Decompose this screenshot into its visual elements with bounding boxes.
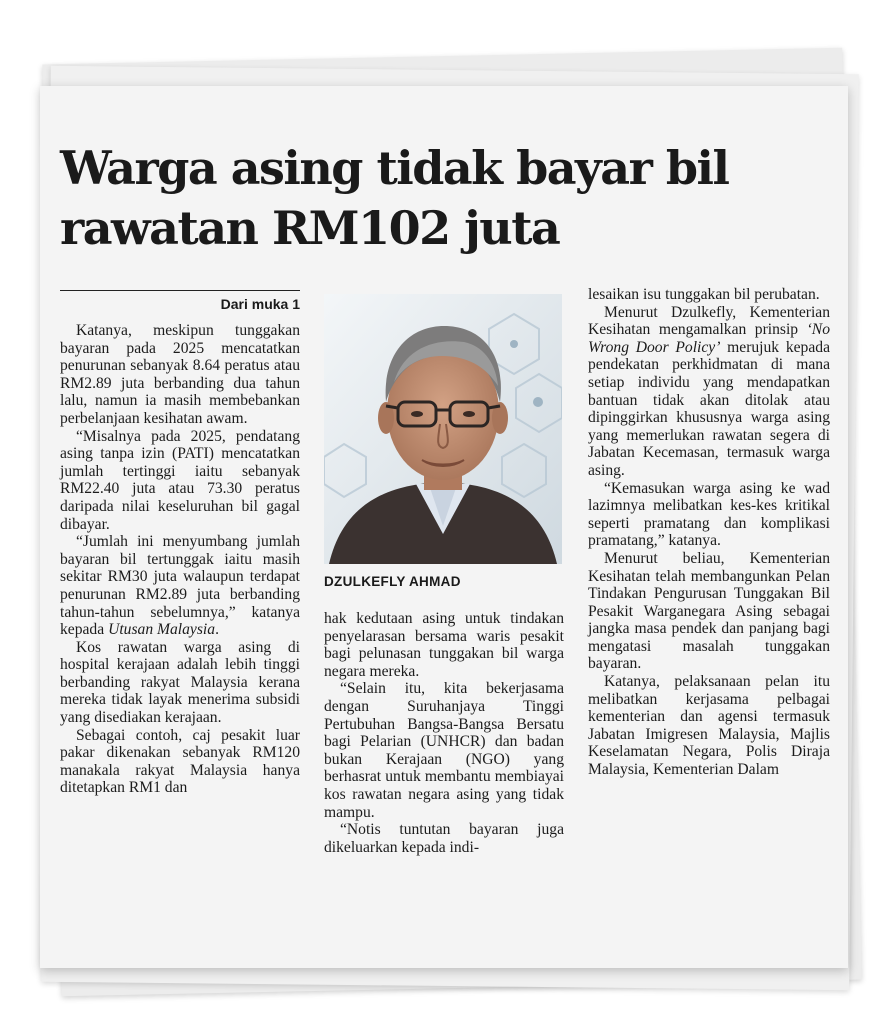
- paragraph: Kos rawatan warga asing di hospital kerajaan adalah lebih tinggi berbanding rakyat Malaysia kerana mereka tidak layak menerima subsidi yang disediakan kerajaan.: [60, 638, 300, 727]
- column-3: [588, 286, 830, 779]
- paragraph: Katanya, pelaksanaan pelan itu melibatkan kerjasama pelbagai kementerian dan agensi termasuk Jabatan Imigresen Malaysia, Majlis Keselamatan Negara, Polis Diraja Malaysia, Kementerian Dalam: [588, 673, 830, 779]
- portrait-photo: [324, 294, 562, 564]
- policy-name: ‘No Wrong Door Policy’: [588, 321, 830, 356]
- paragraph: Sebagai contoh, caj pesakit luar pakar dikenakan sebanyak RM120 manakala rakyat Malaysia hanya ditetapkan RM1 dan: [60, 726, 300, 797]
- paragraph-end: .: [215, 621, 219, 639]
- portrait-icon: [324, 294, 562, 564]
- paragraph-text: merujuk kepada pendekatan perkhidmatan di mana setiap individu yang mendapatkan bantuan tidak akan ditolak atau dipinggirkan khususnya warga asing yang memerlukan rawatan segera di Jabatan Kecemasan, termasuk warga asing.: [588, 338, 830, 479]
- headline: Warga asing tidak bayar bil rawatan RM102 juta: [60, 141, 729, 255]
- photo-caption: DZULKEFLY AHMAD: [324, 574, 461, 589]
- paragraph-text: Menurut Dzulkefly, Kementerian Kesihatan mengamalkan prinsip: [588, 303, 830, 339]
- paragraph: hak kedutaan asing untuk tindakan penyelarasan bersama waris pesakit bagi pelunasan tunggakan bil warga negara mereka.: [324, 610, 564, 680]
- paragraph: [60, 533, 300, 639]
- paragraph: Katanya, meskipun tunggakan bayaran pada 2025 mencatatkan penurunan sebanyak 8.64 peratus atau RM2.89 juta berbanding dua tahun lalu, namun ia masih membebankan perbelanjaan kesihatan awam.: [60, 322, 300, 427]
- paragraph: Menurut beliau, Kementerian Kesihatan telah membangunkan Pelan Tindakan Pengurusan Tunggakan Bil Pesakit Warganegara Asing sebagai jangka masa pendek dan panjang bagi mengatasi masalah tunggakan bayaran.: [588, 549, 830, 673]
- newspaper-name: Utusan Malaysia: [108, 621, 216, 639]
- paragraph: “Selain itu, kita bekerjasama dengan Suruhanjaya Tinggi Pertubuhan Bangsa-Bangsa Bersatu bagi Pelarian (UNHCR) dan badan bukan Kerajaan (NGO) yang berhasrat untuk membantu membiayai kos rawatan negara asing yang tidak mampu.: [324, 680, 564, 821]
- byline-rule: [60, 290, 300, 291]
- newspaper-clipping: [40, 86, 848, 968]
- continued-from-label: Dari muka 1: [220, 296, 300, 312]
- column-1: [60, 322, 300, 797]
- paragraph-text: “Jumlah ini menyumbang jumlah bayaran bil tertunggak iaitu masih sekitar RM30 juta walaupun terdapat penurunan RM2.89 juta berbanding tahun-tahun sebelumnya,” katanya kepada: [60, 533, 300, 639]
- paragraph: “Notis tuntutan bayaran juga dikeluarkan kepada indi-: [324, 821, 564, 856]
- column-2: [324, 610, 564, 856]
- paragraph: “Misalnya pada 2025, pendatang asing tanpa izin (PATI) mencatatkan jumlah tertinggi iaitu sebanyak RM22.40 juta atau 73.30 peratus daripada nilai keseluruhan bil gagal dibayar.: [60, 427, 300, 533]
- paragraph: [588, 304, 830, 480]
- paragraph: lesaikan isu tunggakan bil perubatan.: [588, 286, 820, 303]
- paragraph: “Kemasukan warga asing ke wad lazimnya melibatkan kes-kes kritikal seperti pramatang dan komplikasi pramatang,” katanya.: [588, 479, 830, 550]
